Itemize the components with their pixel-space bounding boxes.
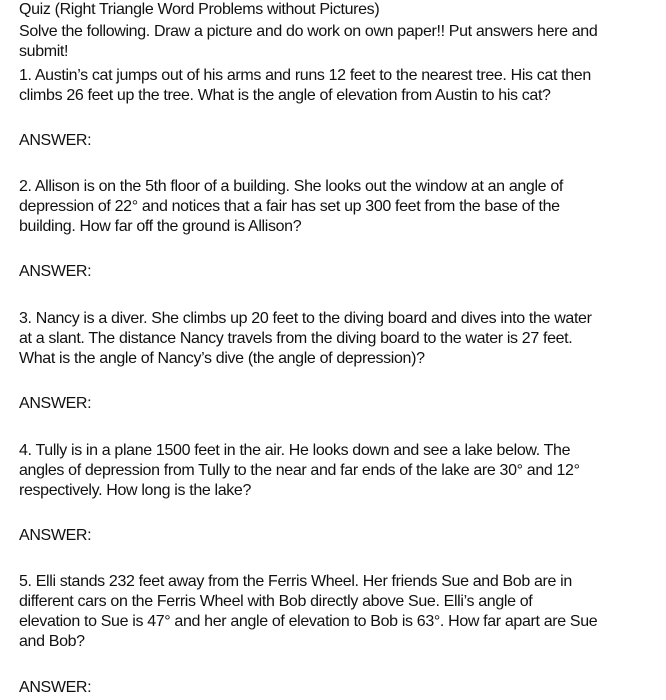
question-text-line: different cars on the Ferris Wheel with Bob directly above Sue. Elli’s angle of (19, 593, 533, 610)
question-1 (19, 66, 659, 106)
instructions (19, 22, 659, 62)
question-text-line: 2. Allison is on the 5th floor of a building. She looks out the window at an angle of (19, 178, 563, 195)
question-text-line: 5. Elli stands 232 feet away from the Ferris Wheel. Her friends Sue and Bob are in (19, 573, 572, 590)
question-text-line: depression of 22° and notices that a fair has set up 300 feet from the base of the (19, 198, 560, 215)
question-4 (19, 441, 659, 501)
answer-label-1: ANSWER: (19, 132, 92, 149)
instructions-line: Solve the following. Draw a picture and do work on own paper!! Put answers here and (19, 23, 598, 40)
quiz-title: Quiz (Right Triangle Word Problems without Pictures) (19, 1, 380, 18)
question-2 (19, 177, 659, 237)
question-text-line: climbs 26 feet up the tree. What is the angle of elevation from Austin to his cat? (19, 87, 551, 104)
answer-label-5: ANSWER: (19, 679, 92, 696)
question-text-line: What is the angle of Nancy’s dive (the angle of depression)? (19, 350, 425, 367)
answer-label-2: ANSWER: (19, 263, 92, 280)
question-text-line: respectively. How long is the lake? (19, 482, 252, 499)
question-text-line: and Bob? (19, 633, 85, 650)
question-text-line: building. How far off the ground is Allison? (19, 218, 302, 235)
question-text-line: at a slant. The distance Nancy travels from the diving board to the water is 27 feet. (19, 330, 573, 347)
instructions-line: submit! (19, 43, 69, 60)
question-text-line: elevation to Sue is 47° and her angle of elevation to Bob is 63°. How far apart are Sue (19, 613, 598, 630)
question-5 (19, 572, 659, 652)
question-text-line: 3. Nancy is a diver. She climbs up 20 feet to the diving board and dives into the water (19, 310, 592, 327)
quiz-title-block (19, 0, 659, 20)
answer-label-3: ANSWER: (19, 395, 92, 412)
question-text-line: 1. Austin’s cat jumps out of his arms and runs 12 feet to the nearest tree. His cat then (19, 67, 591, 84)
question-3 (19, 309, 659, 369)
question-text-line: 4. Tully is in a plane 1500 feet in the air. He looks down and see a lake below. The (19, 442, 571, 459)
answer-label-4: ANSWER: (19, 527, 92, 544)
question-text-line: angles of depression from Tully to the near and far ends of the lake are 30° and 12° (19, 462, 580, 479)
